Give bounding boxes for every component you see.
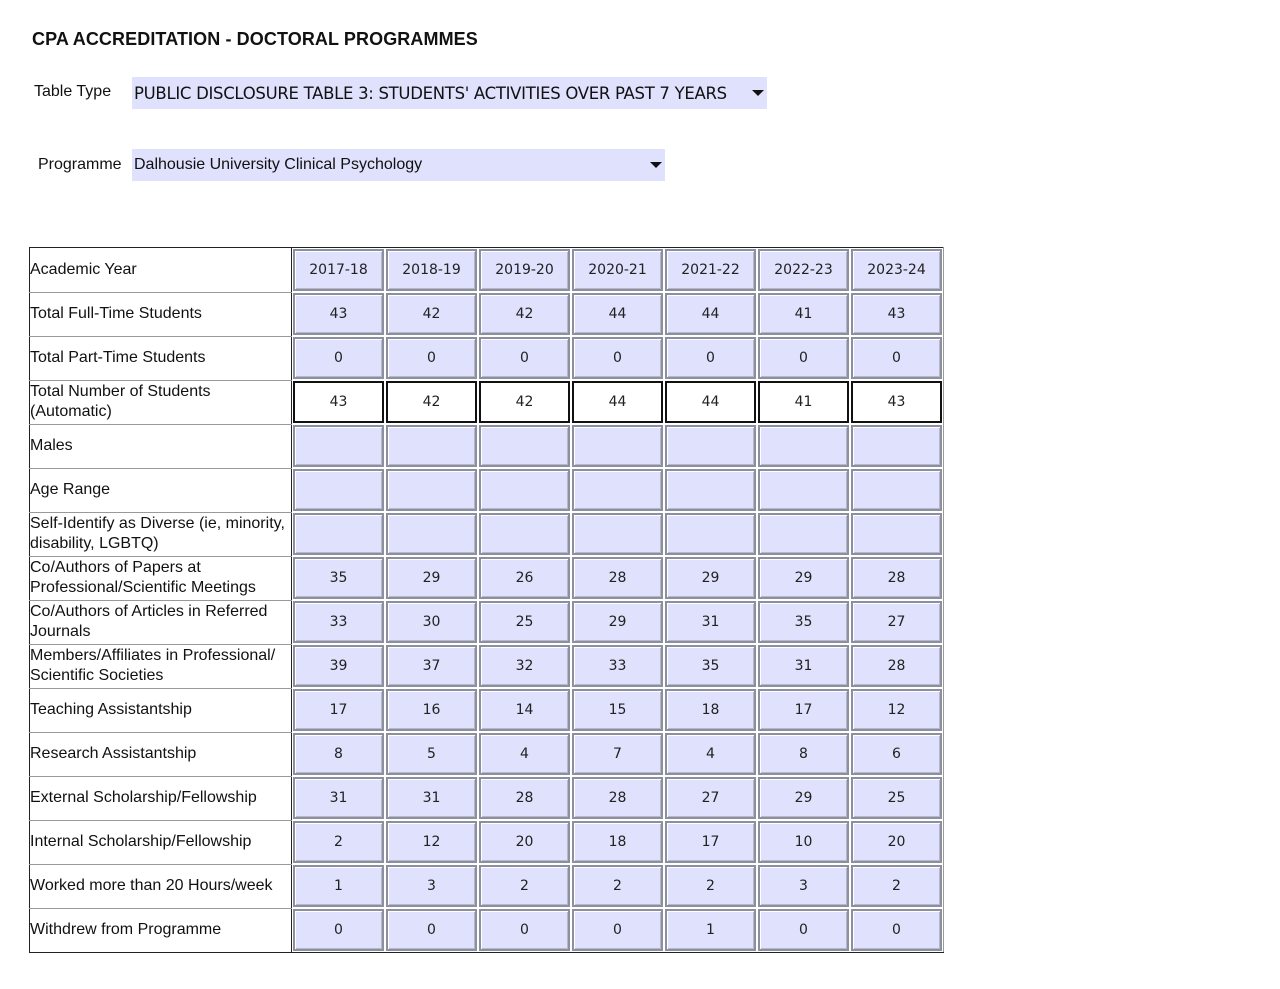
table-cell (757, 688, 850, 732)
table-cell (571, 776, 664, 820)
row-label: Research Assistantship (30, 732, 292, 776)
table-cell (571, 468, 664, 512)
value-input[interactable]: 3 (758, 865, 849, 907)
table-cell (478, 600, 571, 644)
table-cell (478, 732, 571, 776)
value-input[interactable]: 32 (479, 645, 570, 687)
table-cell (292, 820, 386, 864)
value-input[interactable]: 5 (386, 733, 477, 775)
table-cell (478, 336, 571, 380)
table-cell (478, 864, 571, 908)
table-cell (385, 424, 478, 468)
table-cell (478, 776, 571, 820)
chevron-down-icon[interactable] (650, 162, 662, 168)
year-header-cell: 2023-24 (851, 249, 942, 291)
table-row (30, 908, 944, 953)
table-cell (292, 292, 386, 336)
value-input[interactable]: 7 (572, 733, 663, 775)
value-input[interactable]: 10 (758, 821, 849, 863)
table-cell (571, 864, 664, 908)
row-label: Academic Year (30, 248, 292, 293)
value-input[interactable] (479, 425, 570, 467)
value-input[interactable] (293, 469, 384, 511)
value-input[interactable]: 2 (665, 865, 756, 907)
computed-value-field: 44 (665, 381, 756, 423)
row-label: Worked more than 20 Hours/week (30, 864, 292, 908)
table-cell (757, 336, 850, 380)
row-label: Co/Authors of Papers at Professional/Scientific Meetings (30, 556, 292, 600)
value-input[interactable] (572, 425, 663, 467)
row-label: Males (30, 424, 292, 468)
table-cell (757, 820, 850, 864)
table-cell (292, 732, 386, 776)
value-input[interactable]: 0 (293, 909, 384, 951)
computed-value-field: 42 (386, 381, 477, 423)
table-cell (850, 556, 944, 600)
year-header-cell: 2020-21 (572, 249, 663, 291)
table-row (30, 644, 944, 688)
value-input[interactable]: 16 (386, 689, 477, 731)
computed-value-field: 43 (851, 381, 942, 423)
table-cell (571, 424, 664, 468)
table-cell (478, 820, 571, 864)
row-label: Teaching Assistantship (30, 688, 292, 732)
table-row (30, 556, 944, 600)
table-cell (385, 732, 478, 776)
table-cell (571, 512, 664, 556)
year-header-cell: 2021-22 (665, 249, 756, 291)
table-cell (757, 468, 850, 512)
value-input[interactable]: 29 (758, 777, 849, 819)
value-input[interactable]: 41 (758, 293, 849, 335)
row-label: Total Part-Time Students (30, 336, 292, 380)
table-cell (664, 644, 757, 688)
computed-value-field: 44 (572, 381, 663, 423)
table-cell (292, 424, 386, 468)
table-cell (292, 248, 386, 293)
value-input[interactable]: 30 (386, 601, 477, 643)
table-cell (385, 380, 478, 424)
row-label: Self-Identify as Diverse (ie, minority, disability, LGBTQ) (30, 512, 292, 556)
value-input[interactable]: 0 (479, 337, 570, 379)
table-cell (478, 908, 571, 953)
table-type-label: Table Type (34, 83, 112, 100)
computed-value-field: 42 (479, 381, 570, 423)
value-input[interactable]: 14 (479, 689, 570, 731)
value-input[interactable]: 20 (479, 821, 570, 863)
value-input[interactable]: 0 (293, 337, 384, 379)
value-input[interactable]: 37 (386, 645, 477, 687)
table-cell (571, 380, 664, 424)
value-input[interactable] (758, 469, 849, 511)
table-cell (757, 600, 850, 644)
table-cell (850, 380, 944, 424)
table-cell (664, 468, 757, 512)
value-input[interactable] (386, 469, 477, 511)
table-row (30, 512, 944, 556)
row-label: Withdrew from Programme (30, 908, 292, 953)
table-cell (571, 820, 664, 864)
table-row (30, 468, 944, 512)
value-input[interactable]: 0 (386, 337, 477, 379)
value-input[interactable]: 2 (293, 821, 384, 863)
table-cell (664, 380, 757, 424)
value-input[interactable]: 44 (572, 293, 663, 335)
value-input[interactable]: 29 (758, 557, 849, 599)
table-cell (385, 248, 478, 293)
value-input[interactable]: 43 (851, 293, 942, 335)
year-header-cell: 2017-18 (293, 249, 384, 291)
value-input[interactable]: 29 (572, 601, 663, 643)
value-input[interactable]: 0 (851, 337, 942, 379)
table-cell (850, 908, 944, 953)
programme-value: Dalhousie University Clinical Psychology (134, 156, 423, 173)
table-cell (850, 644, 944, 688)
table-cell (850, 292, 944, 336)
value-input[interactable]: 28 (572, 777, 663, 819)
table-cell (385, 468, 478, 512)
value-input[interactable]: 25 (851, 777, 942, 819)
table-cell (478, 248, 571, 293)
table-row (30, 864, 944, 908)
table-cell (850, 248, 944, 293)
row-label: Internal Scholarship/Fellowship (30, 820, 292, 864)
table-cell (850, 864, 944, 908)
table-row (30, 380, 944, 424)
table-cell (757, 776, 850, 820)
value-input[interactable]: 0 (851, 909, 942, 951)
table-cell (385, 820, 478, 864)
value-input[interactable]: 39 (293, 645, 384, 687)
table-row (30, 732, 944, 776)
table-cell (571, 732, 664, 776)
value-input[interactable]: 3 (386, 865, 477, 907)
value-input[interactable]: 26 (479, 557, 570, 599)
value-input[interactable] (665, 425, 756, 467)
value-input[interactable]: 43 (293, 293, 384, 335)
value-input[interactable]: 27 (665, 777, 756, 819)
table-cell (757, 908, 850, 953)
table-cell (757, 864, 850, 908)
value-input[interactable] (386, 425, 477, 467)
table-cell (292, 688, 386, 732)
value-input[interactable]: 28 (572, 557, 663, 599)
value-input[interactable] (851, 469, 942, 511)
value-input[interactable]: 0 (572, 337, 663, 379)
value-input[interactable]: 4 (479, 733, 570, 775)
table-cell (292, 556, 386, 600)
table-cell (850, 468, 944, 512)
table-cell (292, 864, 386, 908)
table-cell (571, 644, 664, 688)
table-cell (385, 688, 478, 732)
row-label: Age Range (30, 468, 292, 512)
value-input[interactable] (293, 513, 384, 555)
table-cell (757, 556, 850, 600)
value-input[interactable] (665, 469, 756, 511)
table-row (30, 336, 944, 380)
value-input[interactable]: 35 (758, 601, 849, 643)
table-cell (664, 248, 757, 293)
table-cell (757, 292, 850, 336)
table-cell (571, 248, 664, 293)
table-cell (571, 336, 664, 380)
table-cell (292, 644, 386, 688)
table-row (30, 292, 944, 336)
table-cell (850, 424, 944, 468)
value-input[interactable] (293, 425, 384, 467)
value-input[interactable] (479, 513, 570, 555)
value-input[interactable]: 6 (851, 733, 942, 775)
table-type-value: PUBLIC DISCLOSURE TABLE 3: STUDENTS' ACTIVITIES OVER PAST 7 YEARS (134, 83, 727, 103)
value-input[interactable]: 0 (665, 337, 756, 379)
table-cell (850, 732, 944, 776)
value-input[interactable] (479, 469, 570, 511)
year-header-cell: 2022-23 (758, 249, 849, 291)
students-activity-table (29, 247, 944, 953)
table-cell (757, 644, 850, 688)
table-cell (571, 556, 664, 600)
value-input[interactable]: 4 (665, 733, 756, 775)
table-cell (478, 512, 571, 556)
table-cell (385, 776, 478, 820)
value-input[interactable] (758, 425, 849, 467)
value-input[interactable]: 12 (386, 821, 477, 863)
table-cell (664, 600, 757, 644)
value-input[interactable]: 2 (851, 865, 942, 907)
table-cell (385, 908, 478, 953)
value-input[interactable]: 31 (293, 777, 384, 819)
table-row (30, 820, 944, 864)
table-cell (664, 688, 757, 732)
year-header-cell: 2019-20 (479, 249, 570, 291)
value-input[interactable]: 35 (665, 645, 756, 687)
value-input[interactable]: 44 (665, 293, 756, 335)
table-cell (292, 336, 386, 380)
table-cell (292, 468, 386, 512)
table-cell (478, 468, 571, 512)
value-input[interactable]: 29 (665, 557, 756, 599)
table-cell (478, 424, 571, 468)
value-input[interactable]: 35 (293, 557, 384, 599)
table-cell (664, 292, 757, 336)
value-input[interactable]: 28 (479, 777, 570, 819)
value-input[interactable]: 17 (758, 689, 849, 731)
table-cell (385, 336, 478, 380)
programme-select[interactable] (132, 149, 665, 181)
table-cell (757, 424, 850, 468)
value-input[interactable]: 27 (851, 601, 942, 643)
value-input[interactable] (572, 513, 663, 555)
table-cell (292, 380, 386, 424)
value-input[interactable]: 0 (758, 337, 849, 379)
value-input[interactable]: 28 (851, 645, 942, 687)
value-input[interactable]: 20 (851, 821, 942, 863)
value-input[interactable]: 33 (293, 601, 384, 643)
value-input[interactable] (386, 513, 477, 555)
table-cell (757, 248, 850, 293)
table-cell (664, 776, 757, 820)
programme-label: Programme (38, 156, 122, 173)
chevron-down-icon[interactable] (752, 90, 764, 96)
table-cell (385, 512, 478, 556)
table-row (30, 248, 944, 293)
value-input[interactable]: 2 (572, 865, 663, 907)
value-input[interactable] (851, 425, 942, 467)
row-label: Members/Affiliates in Professional/ Scientific Societies (30, 644, 292, 688)
row-label: Total Full-Time Students (30, 292, 292, 336)
table-cell (664, 732, 757, 776)
table-cell (757, 732, 850, 776)
table-type-select[interactable] (132, 77, 767, 109)
table-cell (478, 688, 571, 732)
value-input[interactable]: 1 (665, 909, 756, 951)
table-cell (850, 600, 944, 644)
value-input[interactable]: 29 (386, 557, 477, 599)
table-cell (385, 556, 478, 600)
table-cell (292, 600, 386, 644)
table-cell (385, 864, 478, 908)
table-cell (292, 776, 386, 820)
computed-value-field: 41 (758, 381, 849, 423)
value-input[interactable]: 25 (479, 601, 570, 643)
table-cell (478, 556, 571, 600)
year-header-cell: 2018-19 (386, 249, 477, 291)
value-input[interactable] (851, 513, 942, 555)
value-input[interactable] (572, 469, 663, 511)
row-label: Total Number of Students (Automatic) (30, 380, 292, 424)
value-input[interactable]: 31 (386, 777, 477, 819)
value-input[interactable]: 1 (293, 865, 384, 907)
table-cell (850, 688, 944, 732)
value-input[interactable]: 0 (758, 909, 849, 951)
table-cell (850, 776, 944, 820)
table-row (30, 776, 944, 820)
table-cell (664, 864, 757, 908)
table-cell (757, 512, 850, 556)
value-input[interactable]: 42 (479, 293, 570, 335)
table-cell (292, 512, 386, 556)
table-cell (478, 644, 571, 688)
table-cell (664, 556, 757, 600)
value-input[interactable] (665, 513, 756, 555)
value-input[interactable]: 33 (572, 645, 663, 687)
table-cell (385, 292, 478, 336)
table-cell (850, 512, 944, 556)
table-cell (757, 380, 850, 424)
value-input[interactable]: 42 (386, 293, 477, 335)
table-cell (850, 336, 944, 380)
table-row (30, 688, 944, 732)
value-input[interactable]: 15 (572, 689, 663, 731)
page-title: CPA ACCREDITATION - DOCTORAL PROGRAMMES (32, 29, 478, 49)
table-cell (478, 380, 571, 424)
value-input[interactable]: 18 (665, 689, 756, 731)
value-input[interactable]: 31 (758, 645, 849, 687)
table-cell (292, 908, 386, 953)
row-label: External Scholarship/Fellowship (30, 776, 292, 820)
value-input[interactable]: 0 (386, 909, 477, 951)
value-input[interactable]: 28 (851, 557, 942, 599)
table-cell (571, 908, 664, 953)
value-input[interactable]: 17 (665, 821, 756, 863)
table-cell (478, 292, 571, 336)
table-cell (571, 600, 664, 644)
table-cell (571, 688, 664, 732)
table-row (30, 600, 944, 644)
computed-value-field: 43 (293, 381, 384, 423)
table-cell (664, 820, 757, 864)
table-cell (664, 424, 757, 468)
table-cell (664, 908, 757, 953)
value-input[interactable]: 17 (293, 689, 384, 731)
value-input[interactable] (758, 513, 849, 555)
row-label: Co/Authors of Articles in Referred Journals (30, 600, 292, 644)
value-input[interactable]: 12 (851, 689, 942, 731)
value-input[interactable]: 0 (572, 909, 663, 951)
value-input[interactable]: 0 (479, 909, 570, 951)
table-cell (850, 820, 944, 864)
table-cell (385, 644, 478, 688)
value-input[interactable]: 18 (572, 821, 663, 863)
value-input[interactable]: 8 (758, 733, 849, 775)
value-input[interactable]: 2 (479, 865, 570, 907)
value-input[interactable]: 8 (293, 733, 384, 775)
table-cell (571, 292, 664, 336)
table-row (30, 424, 944, 468)
table-cell (664, 512, 757, 556)
table-cell (664, 336, 757, 380)
value-input[interactable]: 31 (665, 601, 756, 643)
table-cell (385, 600, 478, 644)
